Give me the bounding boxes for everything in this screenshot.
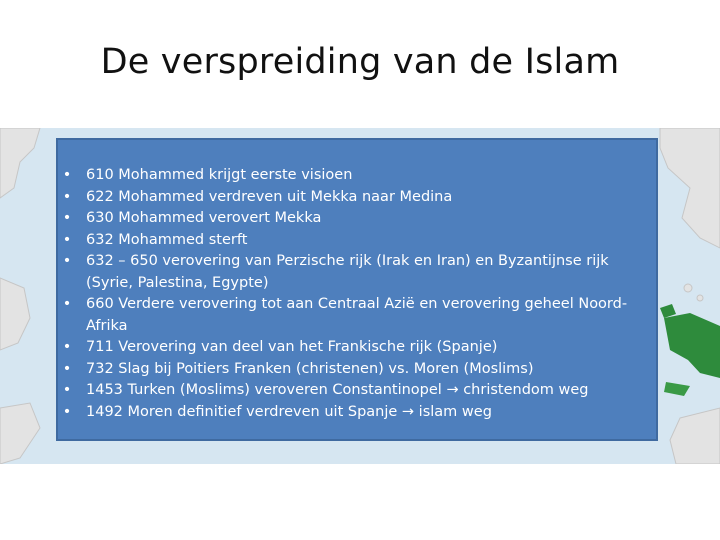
bullet-text-before: 1492 Moren definitief verdreven uit Spanje — [86, 403, 402, 420]
right-arrow-icon: → — [401, 403, 415, 420]
list-item — [60, 251, 650, 294]
list-item — [60, 187, 650, 209]
timeline-list — [60, 165, 650, 423]
bullet-dot-icon: • — [62, 253, 72, 269]
bullet-dot-icon: • — [62, 382, 72, 398]
list-item — [60, 230, 650, 252]
list-item — [60, 165, 650, 187]
bullet-dot-icon: • — [62, 167, 72, 183]
bullet-dot-icon: • — [62, 231, 72, 248]
list-item — [60, 337, 650, 359]
bullet-text: 622 Mohammed verdreven uit Mekka naar Medina — [86, 188, 453, 205]
bullet-text: 732 Slag bij Poitiers Franken (christenen) vs. Moren (Moslims) — [86, 360, 534, 377]
bullet-text: 630 Mohammed verovert Mekka — [86, 210, 322, 226]
bullet-text: 660 Verdere verovering tot aan Centraal Azië en verovering geheel Noord-Afrika — [86, 296, 628, 334]
bullet-text-before: 1453 Turken (Moslims) veroveren Constantinopel — [86, 382, 447, 398]
right-arrow-icon: → — [446, 382, 459, 398]
list-item — [60, 208, 650, 230]
bullet-text: 610 Mohammed krijgt eerste visioen — [86, 167, 353, 183]
bullet-dot-icon: • — [62, 403, 72, 420]
bullet-dot-icon: • — [62, 210, 72, 226]
bullet-text: 632 Mohammed sterft — [86, 231, 248, 248]
bullet-text-after: christendom weg — [458, 382, 589, 398]
bullet-dot-icon: • — [62, 360, 72, 377]
slide-title: De verspreiding van de Islam — [100, 42, 620, 82]
bullet-dot-icon: • — [62, 339, 72, 355]
bullet-text: 632 – 650 verovering van Perzische rijk (Irak en Iran) en Byzantijnse rijk (Syrie, Palestina, Egypte) — [86, 253, 609, 291]
bullet-dot-icon: • — [62, 188, 72, 205]
bullet-text-after: islam weg — [414, 403, 492, 420]
list-item — [60, 402, 650, 424]
list-item — [60, 359, 650, 381]
bullet-dot-icon: • — [62, 296, 72, 312]
list-item — [60, 294, 650, 337]
bullet-text: 711 Verovering van deel van het Frankische rijk (Spanje) — [86, 339, 498, 355]
list-item — [60, 380, 650, 402]
